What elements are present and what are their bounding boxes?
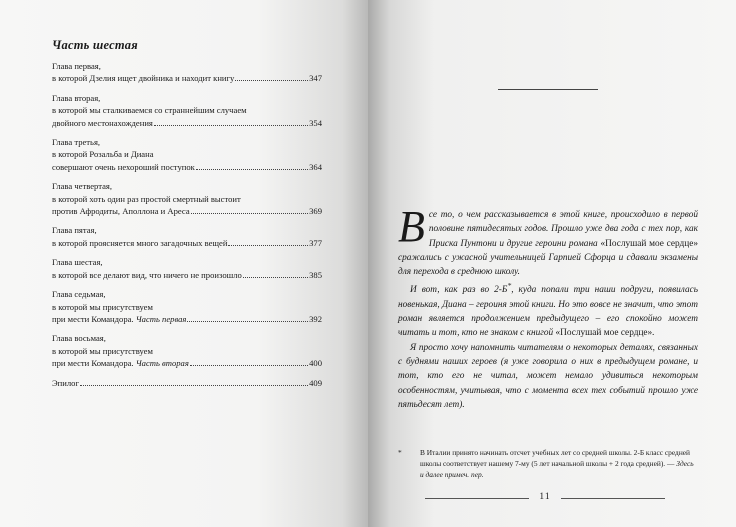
leader-dots (196, 162, 308, 170)
toc-entry (52, 60, 322, 85)
leader-dots (154, 118, 308, 126)
toc-line: в которой мы сталкиваемся со страннейшим случаем (52, 105, 247, 116)
toc-entry-final-line (52, 377, 322, 389)
toc-entry-title: в которой проясняется много загадочных вещей (52, 237, 228, 248)
footnote-mark: * (398, 448, 402, 457)
body-text (398, 202, 698, 412)
toc-line: в которой мы присутствуем (52, 301, 153, 312)
paragraph-1 (398, 202, 698, 279)
toc-entry-final-line (52, 237, 322, 249)
toc-line: Глава первая, (52, 61, 101, 71)
toc-page-number: 369 (309, 206, 322, 217)
toc-entry (52, 256, 322, 281)
page-number: 11 (539, 492, 551, 502)
toc-page-number: 385 (309, 269, 322, 280)
paragraph-3: Я просто хочу напомнить читателям о некоторых деталях, связанных с буднями наших героев (я уже говорила о них в предыдущем романе, и тот, кто его не читал, может немало удивиться некоторым особенностям, учитывая, что с момента всех тех событий прошло уже пятьдесят лет). (398, 342, 698, 410)
toc-line: Глава седьмая, (52, 289, 106, 300)
leader-dots (190, 358, 308, 366)
top-divider-line (498, 89, 598, 90)
toc-entry-part-label: Часть вторая (135, 358, 189, 369)
leader-dots (235, 73, 308, 81)
toc-entry-title: при мести Командора. (52, 313, 136, 324)
toc-entry-text (52, 357, 189, 369)
footnote (398, 448, 698, 480)
toc-line: Глава восьмая, (52, 333, 106, 344)
toc-line: Глава четвертая, (52, 181, 113, 192)
toc-entry-text (52, 72, 234, 84)
toc-entry-text (52, 313, 186, 325)
footnote-ref: * (507, 281, 512, 291)
toc-entry-final-line (52, 205, 322, 217)
toc-entry (52, 136, 322, 173)
toc-entry-final-line (52, 72, 322, 84)
toc-entry-title: Эпилог (52, 377, 79, 388)
toc-entry-final-line (52, 313, 322, 325)
toc-entry-title: при мести Командора. (52, 358, 136, 369)
toc-entry-text (52, 269, 242, 281)
toc-page-number: 400 (309, 358, 322, 369)
toc-page-number: 392 (309, 313, 322, 324)
toc-entry-final-line (52, 117, 322, 129)
toc-entry-text (52, 237, 227, 249)
footnote-body (420, 448, 698, 480)
paragraph-1-text-a: се то, о чем рассказывается в этой книге, происходило в первой половине пятидесятых годов. Прошло уже два года с тех пор, как Приска Пунтони и другие героини романа (428, 210, 698, 249)
toc-entry-title: двойного местонахождения (52, 117, 153, 128)
toc-entry-final-line (52, 161, 322, 173)
paragraph-2-text-b: , куда попали три наши подруги, появилась новенькая, Диана – героиня этой книги. Но это вовсе не значит, что этот роман является продолжением предыдущего – его спокойно может читать и тот, кто не знаком с книгой (398, 285, 698, 339)
toc-entry (52, 332, 322, 369)
toc-entry-text (52, 377, 79, 389)
toc-entry (52, 224, 322, 249)
toc-page-number: 409 (309, 377, 322, 388)
leader-dots (191, 206, 308, 214)
toc-entry-text (52, 117, 153, 129)
toc-page-number: 377 (309, 237, 322, 248)
leader-dots (228, 238, 308, 246)
toc-entry-title: в которой Дзелия ищет двойника и находит книгу (52, 73, 235, 84)
toc-line: Глава шестая, (52, 257, 103, 268)
footnote-text: В Италии принято начинать отсчет учебных лет со средней школы. 2-Б класс средней школы соответствует нашему 7-му (5 лет начальной школы + 2 года средней). — (420, 448, 691, 468)
toc-line: в которой мы присутствуем (52, 345, 153, 356)
toc-entry-title: в которой все делают вид, что ничего не произошло (52, 269, 242, 280)
toc-entry-final-line (52, 269, 322, 281)
folio-rule-right (561, 498, 665, 499)
folio (425, 492, 665, 506)
toc-entry (52, 377, 322, 389)
leader-dots (187, 314, 308, 322)
book-title-ref: «Послушай мое сердце» (555, 328, 653, 339)
toc-entry-text (52, 161, 195, 173)
toc-entry (52, 180, 322, 217)
toc-line: в которой хоть один раз простой смертный выстоит (52, 193, 241, 204)
book-title-ref: «Послушай мое сердце» (600, 238, 698, 249)
leader-dots (80, 378, 308, 386)
toc-line: в которой Розальба и Диана (52, 149, 154, 160)
toc-entry-text (52, 205, 190, 217)
toc-page-number: 354 (309, 117, 322, 128)
toc-line: Глава пятая, (52, 225, 97, 236)
table-of-contents (52, 60, 322, 396)
paragraph-2-text-c: . (652, 328, 655, 339)
toc-line: Глава третья, (52, 137, 101, 148)
toc-entry-final-line (52, 357, 322, 369)
toc-line: Глава вторая, (52, 92, 101, 103)
paragraph-1-text-b: сражались с ужасной учительницей Гарпией Сфорца и сдавали экзамены для перехода в среднюю школу. (398, 252, 698, 278)
translator-note: Здесь и далее примеч. пер. (420, 458, 694, 479)
toc-entry-part-label: Часть первая (135, 313, 187, 324)
paragraph-2 (398, 279, 698, 340)
toc-entry-title: против Афродиты, Аполлона и Ареса (52, 206, 190, 217)
toc-page-number: 347 (309, 73, 322, 84)
drop-cap: В (398, 202, 425, 251)
toc-entry-title: совершают очень нехороший поступок (52, 161, 195, 172)
toc-page-number: 364 (309, 161, 322, 172)
part-title: Часть шестая (52, 38, 138, 52)
toc-entry (52, 288, 322, 325)
toc-entry (52, 92, 322, 129)
leader-dots (243, 270, 308, 278)
paragraph-2-text-a: И вот, как раз во 2-Б (410, 285, 508, 296)
